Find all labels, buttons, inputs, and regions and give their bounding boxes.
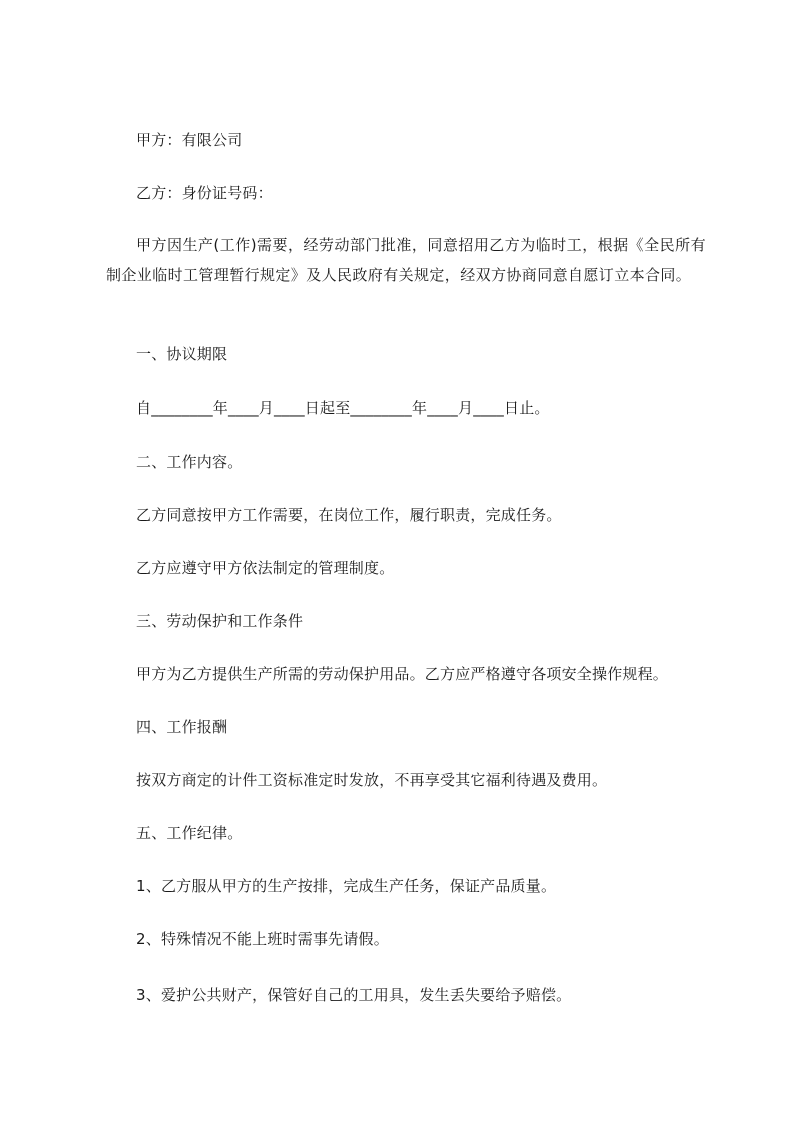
work-text-2: 乙方应遵守甲方依法制定的管理制度。 [136,559,395,577]
intro-paragraph: 甲方因生产(工作)需要，经劳动部门批准，同意招用乙方为临时工，根据《全民所有制企业临时工管理暂行规定》及人民政府有关规定，经双方协商同意自愿订立本合同。 [106,236,706,284]
section-term-heading: 一、协议期限 [136,345,228,363]
section-work-heading: 二、工作内容。 [136,453,243,471]
protection-text: 甲方为乙方提供生产所需的劳动保护用品。乙方应严格遵守各项安全操作规程。 [136,665,669,683]
work-text-1: 乙方同意按甲方工作需要，在岗位工作，履行职责，完成任务。 [136,506,562,524]
term-dates-line: 自________年____月____日起至________年____月____日止。 [136,399,550,417]
party-b-line: 乙方：身份证号码： [136,184,273,202]
pay-text: 按双方商定的计件工资标准定时发放，不再享受其它福利待遇及费用。 [136,771,608,789]
discipline-item-1: 1、乙方服从甲方的生产按排，完成生产任务，保证产品质量。 [136,877,557,895]
discipline-item-2: 2、特殊情况不能上班时需事先请假。 [136,930,389,948]
discipline-item-3: 3、爱护公共财产，保管好自己的工用具，发生丢失要给予赔偿。 [136,986,572,1004]
section-pay-heading: 四、工作报酬 [136,718,228,736]
section-discipline-heading: 五、工作纪律。 [136,824,243,842]
party-a-line: 甲方：有限公司 [136,131,243,149]
section-protection-heading: 三、劳动保护和工作条件 [136,612,304,630]
